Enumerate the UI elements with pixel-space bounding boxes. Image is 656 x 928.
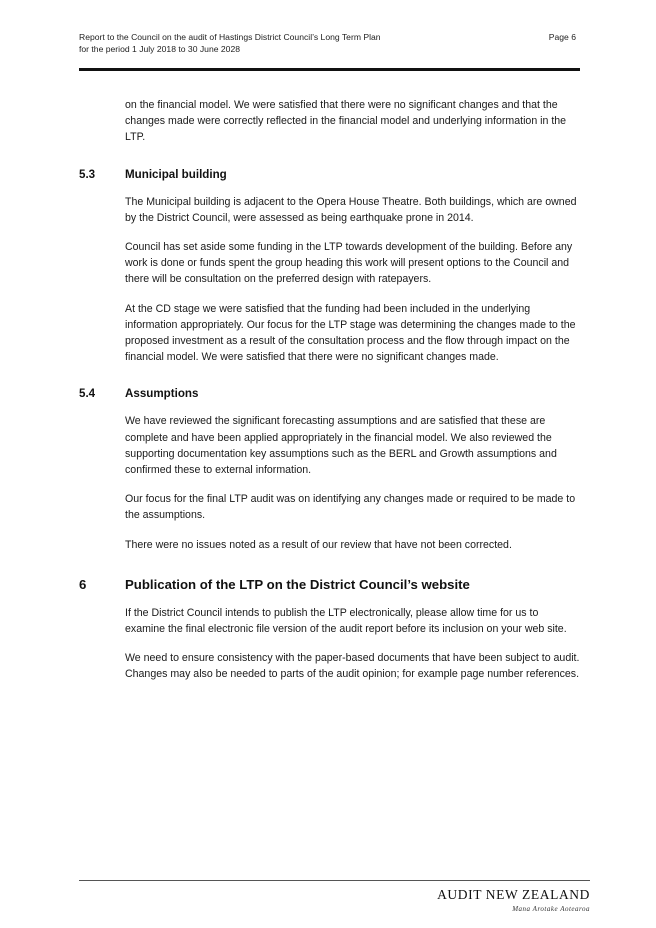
section-title: Publication of the LTP on the District Council’s website (125, 576, 470, 592)
audit-nz-logo (437, 887, 590, 913)
section-heading-5-4 (79, 387, 580, 400)
logo-subtitle: Mana Arotake Aotearoa (512, 905, 590, 913)
page-number: Page 6 (548, 32, 576, 42)
section-number: 5.4 (79, 387, 96, 401)
paragraph: Council has set aside some funding in the LTP towards development of the building. Before any work is done or funds spent the group heading this work will present options to the Council and there will be consultation on the preferred design with ratepayers. (125, 241, 573, 286)
section-number: 6 (79, 576, 87, 592)
section-title: Assumptions (125, 387, 199, 401)
paragraph: Our focus for the final LTP audit was on identifying any changes made or required to be made to the assumptions. (125, 493, 576, 522)
header-divider (79, 68, 580, 71)
logo-text: AUDIT NEW ZEALAND (437, 887, 590, 902)
paragraph: We have reviewed the significant forecasting assumptions and are satisfied that these are complete and have been applied appropriately in the financial model. We also reviewed the supporting documentation key assumptions such as the BERL and Growth assumptions and confirmed these to external information. (125, 415, 557, 477)
document-body (79, 97, 580, 696)
section-heading-6 (79, 577, 580, 592)
section-number: 5.3 (79, 167, 96, 181)
header-title-line1: Report to the Council on the audit of Hastings District Council’s Long Term Plan (79, 32, 381, 42)
paragraph: At the CD stage we were satisfied that the funding had been included in the underlying information appropriately. Our focus for the LTP stage was determining the changes made to the proposed investment as a result of the consultation process and the flow through impact on the financial model. We were satisfied that there were no significant changes made. (125, 302, 576, 364)
paragraph: If the District Council intends to publish the LTP electronically, please allow time for us to examine the final electronic file version of the audit report before its inclusion on your web site. (125, 606, 567, 636)
paragraph: The Municipal building is adjacent to the Opera House Theatre. Both buildings, which are owned by the District Council, were assessed as being earthquake prone in 2014. (125, 195, 577, 224)
section-heading-5-3 (79, 168, 580, 181)
section-title: Municipal building (125, 167, 227, 181)
intro-paragraph: on the financial model. We were satisfied that there were no significant changes and that the changes made were correctly reflected in the financial model and underlying information in the LTP. (125, 99, 567, 144)
footer-divider (79, 880, 590, 881)
page-header (79, 31, 576, 55)
paragraph: There were no issues noted as a result of our review that have not been corrected. (125, 538, 512, 551)
header-title-line2: for the period 1 July 2018 to 30 June 2028 (79, 44, 241, 54)
paragraph: We need to ensure consistency with the paper-based documents that have been subject to audit. Changes may also be needed to parts of the audit opinion; for example page number references. (125, 652, 580, 681)
